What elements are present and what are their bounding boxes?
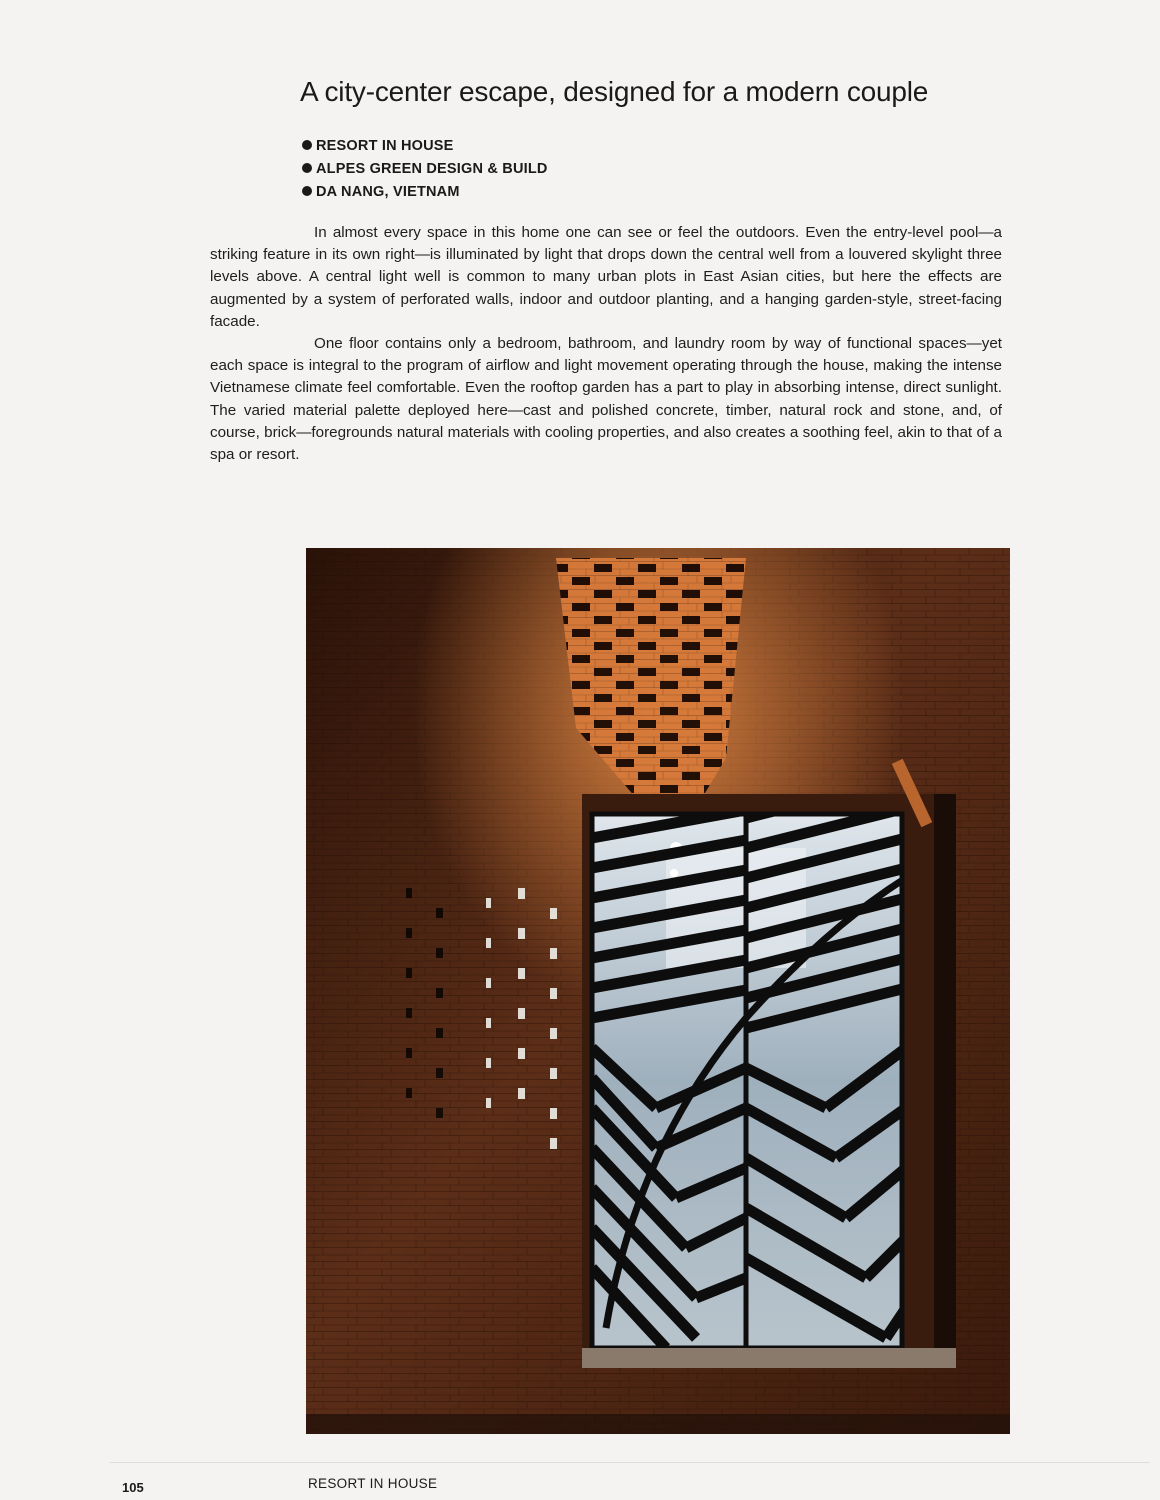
article-title: A city-center escape, designed for a modern couple [300,76,929,107]
body-paragraph-2: One floor contains only a bedroom, bathroom, and laundry room by way of functional spaces—yet each space is integral to the program of airflow and light movement operating through the house, making the intense Vietnamese climate feel comfortable. Even the rooftop garden has a part to play in absorbing intense, direct sunlight. The varied material palette deployed here—cast and polished concrete, timber, natural rock and stone, and, of course, brick—foregrounds natural materials with cooling properties, and also creates a soothing feel, akin to that of a spa or resort. [210,335,1002,464]
meta-project-name: RESORT IN HOUSE [302,135,548,158]
page-number: 105 [122,1480,144,1495]
meta-location: DA NANG, VIETNAM [302,181,548,204]
running-footer-title: RESORT IN HOUSE [308,1476,438,1491]
article-meta-list [302,135,548,204]
footer-rule [110,1462,1150,1463]
house-photo [306,548,1010,1434]
article-body [210,222,1002,466]
body-paragraph-1: In almost every space in this home one can see or feel the outdoors. Even the entry-level pool—a striking feature in its own right—is illuminated by light that drops down the central well from a louvered skylight three levels above. A central light well is common to many urban plots in East Asian cities, but here the effects are augmented by a system of perforated walls, indoor and outdoor planting, and a hanging garden-style, street-facing facade. [210,224,1002,330]
meta-architect: ALPES GREEN DESIGN & BUILD [302,158,548,181]
